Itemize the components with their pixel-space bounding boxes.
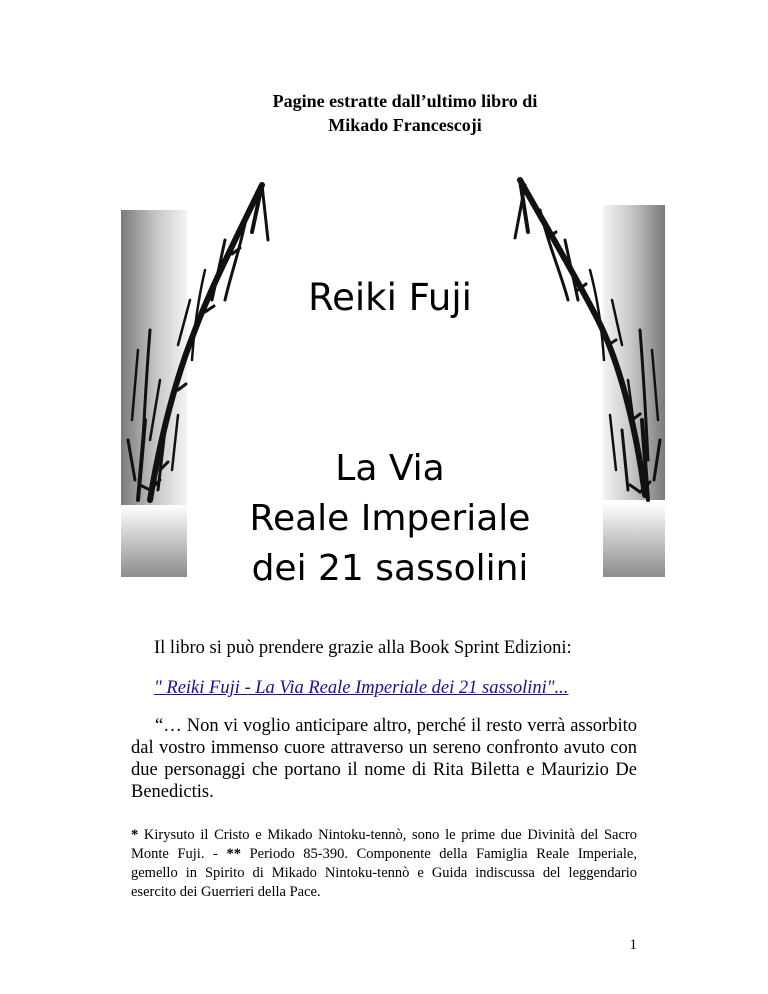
footnote-paragraph	[131, 826, 637, 902]
right-lower-panel	[603, 503, 665, 577]
left-lower-panel	[121, 505, 187, 577]
header-line-2: Mikado Francescoji	[328, 115, 482, 135]
header-line-1: Pagine estratte dall’ultimo libro di	[272, 91, 538, 111]
cover-subtitle	[240, 444, 540, 594]
book-link[interactable]	[154, 678, 568, 699]
page-number: 1	[629, 937, 637, 953]
footnote-part-2: Periodo 85-390. Componente della Famiglia Reale Imperiale, gemello in Spirito di Mikado Nintoku-tennò e Guida indiscussa del leggendario esercito dei Guerrieri della Pace.	[131, 846, 637, 900]
cover-subtitle-line-2: Reale Imperiale	[249, 498, 531, 539]
book-link-text[interactable]: " Reiki Fuji - La Via Reale Imperiale dei 21 sassolini"	[154, 678, 555, 698]
cover-subtitle-line-3: dei 21 sassolini	[251, 548, 529, 589]
cover-subtitle-line-1: La Via	[335, 448, 445, 489]
footnote-part-1: Kirysuto il Cristo e Mikado Nintoku-tennò, sono le prime due Divinità del Sacro Monte Fuji. -	[131, 827, 637, 862]
quote-paragraph: “… Non vi voglio anticipare altro, perché il resto verrà assorbito dal vostro immenso cuore attraverso un sereno confronto avuto con due personaggi che portano il nome di Rita Biletta e Maurizio De Benedictis.	[131, 716, 637, 802]
footnote-star-2: **	[226, 846, 241, 862]
book-link-ellipsis: ...	[554, 678, 569, 698]
intro-text: Il libro si può prendere grazie alla Book Sprint Edizioni:	[154, 638, 572, 658]
footnote-star-1: *	[131, 827, 139, 843]
cover-title: Reiki Fuji	[308, 276, 472, 319]
